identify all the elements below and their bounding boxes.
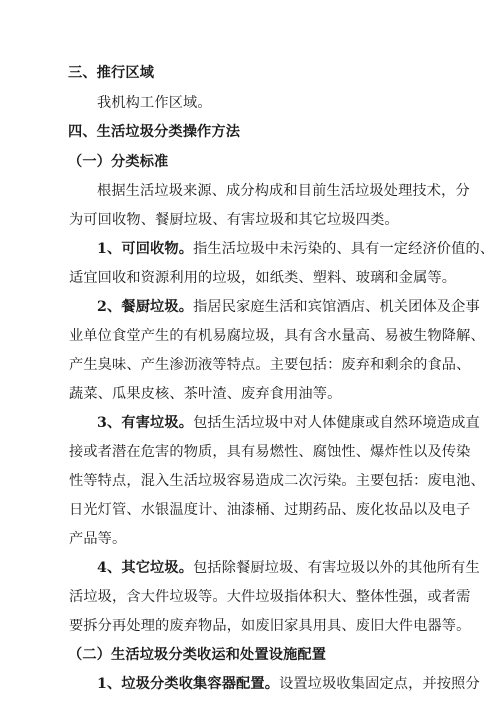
paragraph-line: 接或者潜在危害的物质，具有易燃性、腐蚀性、爆炸性以及传染 <box>69 444 471 460</box>
list-item-first-line <box>97 414 480 432</box>
paragraph-line: 产品等。 <box>69 531 127 547</box>
list-item-text: 包括除餐厨垃圾、有害垃圾以外的其他所有生 <box>193 560 480 576</box>
list-item-first-line <box>97 675 480 693</box>
paragraph-line: 产生臭味、产生渗沥液等特点。主要包括：废弃和剩余的食品、 <box>69 357 471 373</box>
list-item-text: 包括生活垃圾中对人体健康或自然环境造成直 <box>193 415 480 431</box>
section-heading: 三、推行区域 <box>68 65 155 81</box>
paragraph-line: 我机构工作区域。 <box>97 95 212 111</box>
list-item-first-line <box>97 559 480 577</box>
list-item-lead: 1、垃圾分类收集容器配置。 <box>97 676 280 692</box>
paragraph-line: 日光灯管、水银温度计、油漆桶、过期药品、废化妆品以及电子 <box>69 502 471 518</box>
section-heading: 四、生活垃圾分类操作方法 <box>68 124 241 140</box>
list-item-lead: 3、有害垃圾。 <box>97 415 194 431</box>
paragraph-line: 业单位食堂产生的有机易腐垃圾，具有含水量高、易被生物降解、 <box>69 328 485 344</box>
list-item-text: 指生活垃圾中未污染的、具有一定经济价值的、 <box>193 241 495 257</box>
paragraph-line: 适宜回收和资源利用的垃圾，如纸类、塑料、玻璃和金属等。 <box>69 270 457 286</box>
paragraph-line: 蔬菜、瓜果皮核、茶叶渣、废弃食用油等。 <box>69 386 342 402</box>
paragraph-line: 性等特点，混入生活垃圾容易造成二次污染。主要包括：废电池、 <box>69 473 485 489</box>
paragraph-line: 为可回收物、餐厨垃圾、有害垃圾和其它垃圾四类。 <box>69 212 399 228</box>
list-item-text: 设置垃圾收集固定点，并按照分 <box>279 676 480 692</box>
paragraph-line: 活垃圾，含大件垃圾等。大件垃圾指体积大、整体性强，或者需 <box>69 589 471 605</box>
list-item-lead: 2、餐厨垃圾。 <box>97 299 194 315</box>
paragraph-line: 根据生活垃圾来源、成分构成和目前生活垃圾处理技术，分 <box>97 183 470 199</box>
list-item-lead: 1、可回收物。 <box>97 241 194 257</box>
list-item-first-line <box>97 298 480 316</box>
subsection-heading: （一）分类标准 <box>68 154 169 170</box>
list-item-text: 指居民家庭生活和宾馆酒店、机关团体及企事 <box>193 299 480 315</box>
paragraph-line: 要拆分再处理的废弃物品，如废旧家具用具、废旧大件电器等。 <box>69 618 471 634</box>
list-item-first-line <box>97 240 494 258</box>
list-item-lead: 4、其它垃圾。 <box>97 560 194 576</box>
subsection-heading: （二）生活垃圾分类收运和处置设施配置 <box>68 647 327 663</box>
